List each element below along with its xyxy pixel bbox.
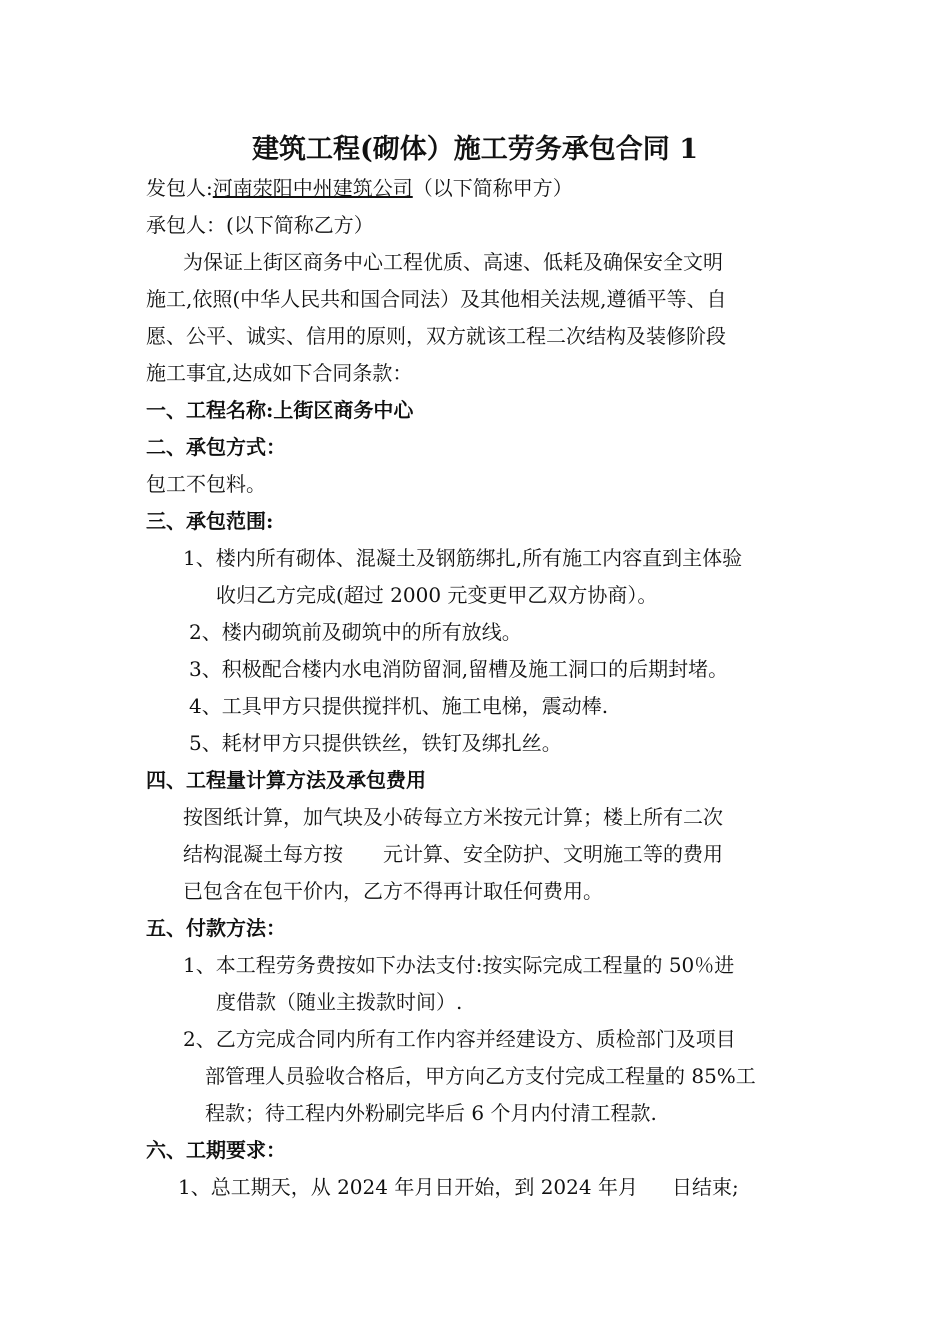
- party-a-name: 河南荥阳中州建筑公司: [212, 176, 413, 200]
- party-b-line: 承包人：(以下简称乙方）: [146, 213, 374, 237]
- cost-line-part-b: 元计算、安全防护、文明施工等的费用: [383, 842, 723, 866]
- schedule-line-part-b: 日结束;: [671, 1175, 739, 1199]
- section-2-body: 包工不包料。: [146, 472, 266, 496]
- scope-item-continued: 收归乙方完成(超过 2000 元变更甲乙双方协商）。: [216, 583, 658, 607]
- party-a-line: [146, 170, 573, 206]
- cost-line: 已包含在包干价内，乙方不得再计取任何费用。: [183, 879, 603, 903]
- cost-line-part-a: 结构混凝土每方按: [183, 842, 343, 866]
- party-a-suffix: （以下简称甲方）: [412, 176, 573, 200]
- payment-line: 程款；待工程内外粉刷完毕后 6 个月内付清工程款.: [205, 1101, 657, 1125]
- intro-line: 为保证上街区商务中心工程优质、高速、低耗及确保安全文明: [183, 250, 723, 274]
- party-a-label: 发包人:: [146, 176, 213, 200]
- scope-item: 5、耗材甲方只提供铁丝，铁钉及绑扎丝。: [189, 731, 562, 755]
- section-3-heading: 三、承包范围:: [146, 509, 274, 533]
- schedule-line: [178, 1169, 739, 1205]
- section-2-heading: 二、承包方式：: [146, 435, 286, 459]
- intro-line: 施工,依照(中华人民共和国合同法）及其他相关法规,遵循平等、自: [146, 287, 727, 311]
- intro-line: 愿、公平、诚实、信用的原则，双方就该工程二次结构及装修阶段: [146, 324, 726, 348]
- section-6-heading: 六、工期要求：: [146, 1138, 286, 1162]
- section-1-heading: 一、工程名称:上街区商务中心: [146, 398, 414, 422]
- contract-title: 建筑工程(砌体）施工劳务承包合同 1: [252, 134, 698, 165]
- scope-item: 4、工具甲方只提供搅拌机、施工电梯，震动棒.: [189, 694, 609, 718]
- scope-item: 3、积极配合楼内水电消防留洞,留槽及施工洞口的后期封堵。: [189, 657, 729, 681]
- payment-line: 1、本工程劳务费按如下办法支付:按实际完成工程量的 50％进: [183, 953, 735, 977]
- cost-line: 按图纸计算，加气块及小砖每立方米按元计算；楼上所有二次: [183, 805, 723, 829]
- payment-line: 部管理人员验收合格后，甲方向乙方支付完成工程量的 85%工: [205, 1064, 756, 1088]
- payment-line: 度借款（随业主拨款时间）.: [216, 990, 463, 1014]
- scope-item: 2、楼内砌筑前及砌筑中的所有放线。: [189, 620, 522, 644]
- section-4-heading: 四、工程量计算方法及承包费用: [146, 768, 426, 792]
- scope-item: 1、楼内所有砌体、混凝土及钢筋绑扎,所有施工内容直到主体验: [183, 546, 743, 570]
- cost-line: [183, 836, 723, 872]
- schedule-line-part-a: 1、总工期天，从 2024 年月日开始，到 2024 年月: [178, 1175, 638, 1199]
- section-5-heading: 五、付款方法：: [146, 916, 286, 940]
- payment-line: 2、乙方完成合同内所有工作内容并经建设方、质检部门及项目: [183, 1027, 736, 1051]
- intro-line: 施工事宜,达成如下合同条款：: [146, 361, 413, 385]
